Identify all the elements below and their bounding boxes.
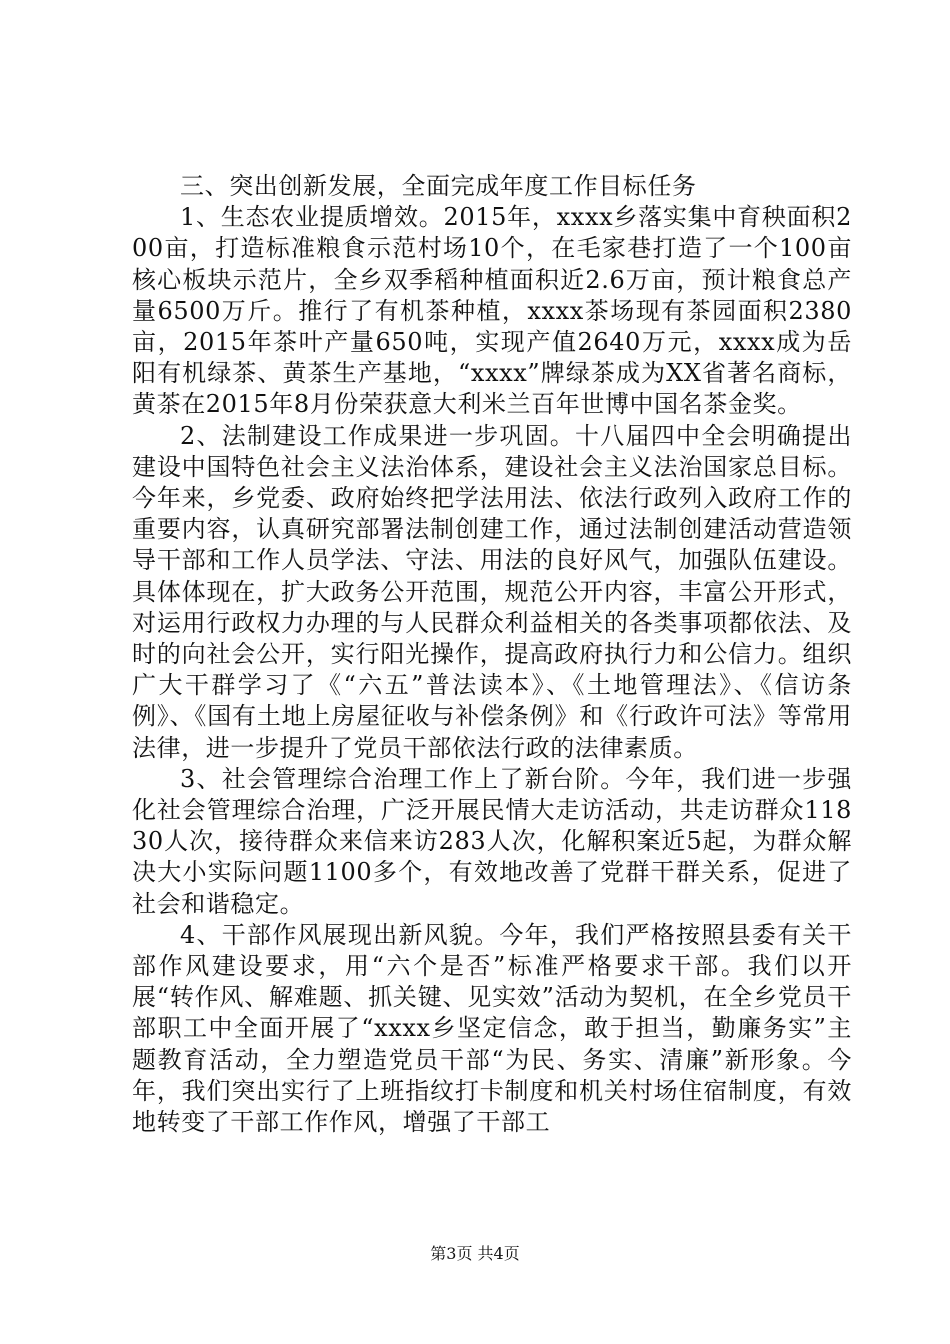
section-heading: 三、突出创新发展，全面完成年度工作目标任务 (180, 172, 697, 200)
paragraph-legal-construction: 2、法制建设工作成果进一步巩固。十八届四中全会明确提出建设中国特色社会主义法治体系，建设社会主义法治国家总目标。今年来，乡党委、政府始终把学法用法、依法行政列入政府工作的重要内容，认真研究部署法制创建工作，通过法制创建活动营造领导干部和工作人员学法、守法、用法的良好风气，加强队伍建设。具体体现在，扩大政务公开范围，规范公开内容，丰富公开形式，对运用行政权力办理的与人民群众利益相关的各类事项都依法、及时的向社会公开，实行阳光操作，提高政府执行力和公信力。组织广大干群学习了《“六五”普法读本》、《土地管理法》、《信访条例》、《国有土地上房屋征收与补偿条例》和《行政许可法》等常用法律，进一步提升了党员干部依法行政的法律素质。 (132, 421, 852, 762)
document-body (132, 171, 852, 1138)
page-footer: 第3页 共4页 (430, 1244, 520, 1263)
paragraph-cadre-style: 4、干部作风展现出新风貌。今年，我们严格按照县委有关干部作风建设要求，用“六个是否”标准严格要求干部。我们以开展“转作风、解难题、抓关键、见实效”活动为契机，在全乡党员干部职工中全面开展了“xxxx乡坚定信念，敢于担当，勤廉务实”主题教育活动，全力塑造党员干部“为民、务实、清廉”新形象。今年，我们突出实行了上班指纹打卡制度和机关村场住宿制度，有效地转变了干部工作作风，增强了干部工 (132, 920, 852, 1137)
paragraph-social-governance: 3、社会管理综合治理工作上了新台阶。今年，我们进一步强化社会管理综合治理，广泛开展民情大走访活动，共走访群众11830人次，接待群众来信来访283人次，化解积案近5起，为群众解决大小实际问题1100多个，有效地改善了党群干群关系，促进了社会和谐稳定。 (132, 764, 852, 918)
paragraph-ecological-agriculture: 1、生态农业提质增效。2015年，xxxx乡落实集中育秧面积200亩，打造标准粮食示范村场10个，在毛家巷打造了一个100亩核心板块示范片，全乡双季稻种植面积近2.6万亩，预计粮食总产量6500万斤。推行了有机茶种植，xxxx茶场现有茶园面积2380亩，2015年茶叶产量650吨，实现产值2640万元，xxxx成为岳阳有机绿茶、黄茶生产基地，“xxxx”牌绿茶成为XX省著名商标，黄茶在2015年8月份荣获意大利米兰百年世博中国名茶金奖。 (132, 203, 852, 419)
